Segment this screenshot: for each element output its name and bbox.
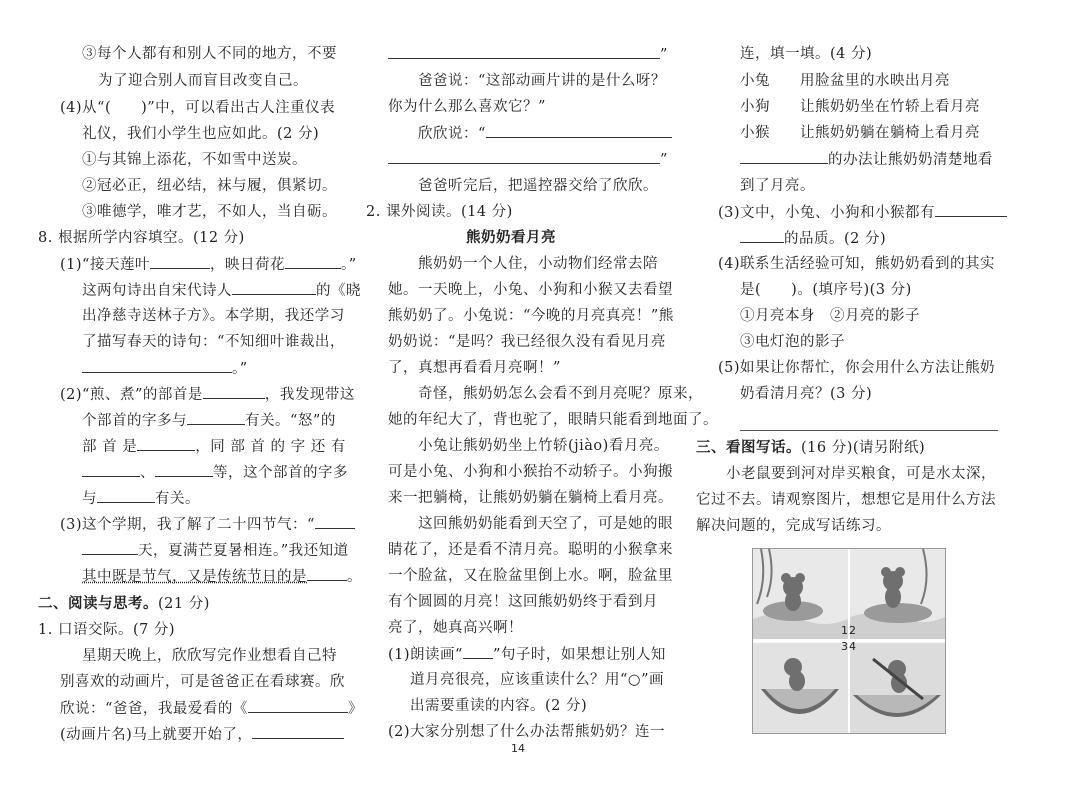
text-line: 小老鼠要到河对岸买粮食，可是水太深， xyxy=(726,466,996,482)
answer-blank[interactable] xyxy=(388,44,660,59)
match-label[interactable]: 小兔 xyxy=(740,73,770,89)
question-1-heading: 1. 口语交际。(7 分) xyxy=(38,622,176,638)
question-line: 是( )。(填序号)(3 分) xyxy=(740,282,912,298)
story-line: 小兔让熊奶奶坐上竹轿(jiào)看月亮。 xyxy=(418,438,669,454)
answer-blank[interactable] xyxy=(97,488,155,503)
text-line: 星期天晚上，欣欣写完作业想看自己特 xyxy=(82,648,337,664)
question-line: (4)联系生活经验可知，熊奶奶看到的其实 xyxy=(718,256,996,272)
answer-line[interactable] xyxy=(740,430,998,431)
story-line: 可是小兔、小狗和小猴抬不动轿子。小狗搬 xyxy=(388,464,673,480)
fill-line: (2)“煎、煮”的部首是 ，我发现带这 xyxy=(60,384,355,405)
answer-blank[interactable] xyxy=(307,566,347,581)
answer-blank[interactable] xyxy=(232,280,316,295)
section-2-heading: 二、阅读与思考。(21 分) xyxy=(38,596,210,612)
match-label[interactable]: 小狗 xyxy=(740,99,770,115)
fill-line: 个部首的字多与 有关。“怒”的 xyxy=(82,410,336,431)
fill-line: (1)朗读画“ ”句子时，如果想让别人知 xyxy=(388,644,666,665)
answer-blank[interactable] xyxy=(82,540,138,555)
story-line: 这回熊奶奶能看到天空了，可是她的眼 xyxy=(418,516,673,532)
answer-blank[interactable] xyxy=(82,358,232,373)
question-line: 道月亮很亮，应该重读什么？用“○”画 xyxy=(410,672,664,688)
question-line: 礼仪，我们小学生也应如此。(2 分) xyxy=(82,126,320,142)
option-line: ③每个人都有和别人不同的地方，不要 xyxy=(82,46,337,62)
panel-number: 2 xyxy=(849,624,857,637)
option-line: ②冠必正，纽必结，袜与履，俱紧切。 xyxy=(82,178,337,194)
text-line: 连，填一填。(4 分) xyxy=(740,46,873,62)
story-line: 奶奶说：“是吗？我已经很久没有看见月亮 xyxy=(388,334,666,350)
fill-line: (3)这个学期，我了解了二十四节气：“ xyxy=(60,514,355,535)
question-line: (2)大家分别想了什么办法帮熊奶奶？连一 xyxy=(388,724,666,740)
fill-line: (动画片名)马上就要开始了， xyxy=(60,724,344,745)
question-line: (4)从“( )”中，可以看出古人注重仪表 xyxy=(60,100,336,116)
option-line: ①与其锦上添花，不如雪中送炭。 xyxy=(82,152,307,168)
option-line: 为了迎合别人而盲目改变自己。 xyxy=(98,73,308,89)
option-line: ③唯德学，唯才艺，不如人，当自砺。 xyxy=(82,204,337,220)
answer-blank[interactable] xyxy=(150,254,210,269)
fill-line: 。” xyxy=(82,358,248,379)
option-line: ③电灯泡的影子 xyxy=(740,334,845,350)
fill-line: ” xyxy=(388,149,668,170)
text-line: 它过不去。请观察图片，想想它是用什么方法 xyxy=(696,492,996,508)
answer-blank[interactable] xyxy=(137,436,195,451)
panel-number: 3 xyxy=(841,640,849,653)
answer-blank[interactable] xyxy=(155,462,213,477)
answer-blank[interactable] xyxy=(315,514,355,529)
text-line: 爸爸说：“这部动画片讲的是什么呀？ xyxy=(418,73,666,89)
question-line: 奶看清月亮？(3 分) xyxy=(740,386,873,402)
story-line: 熊奶奶一个人住，小动物们经常去陪 xyxy=(418,256,658,272)
match-option[interactable]: 用脸盆里的水映出月亮 xyxy=(800,73,950,89)
text-line: 了描写春天的诗句：“不知细叶谁裁出， xyxy=(82,334,345,350)
fill-line: 欣欣说：“ xyxy=(418,123,672,144)
story-line: 了，真想再看看月亮啊！” xyxy=(388,360,561,376)
story-line: 睛花了，还是看不清月亮。聪明的小猴拿来 xyxy=(388,542,673,558)
question-2-heading: 2. 课外阅读。(14 分) xyxy=(366,204,513,220)
fill-line: 天，夏满芒夏暑相连。”我还知道 xyxy=(82,540,349,561)
text-line: 到了月亮。 xyxy=(740,178,815,194)
fill-line: 部 首 是 ，同 部 首 的 字 还 有 xyxy=(82,436,346,457)
fill-line: (3)文中，小兔、小狗和小猴都有 xyxy=(718,202,1007,223)
story-title: 熊奶奶看月亮 xyxy=(466,230,556,246)
match-option[interactable]: 让熊奶奶坐在竹轿上看月亮 xyxy=(800,99,980,115)
story-line: 亮了，她真高兴啊！ xyxy=(388,620,523,636)
section-3-heading: 三、看图写话。(16 分)(请另附纸) xyxy=(696,440,926,456)
fill-line: 、 等，这个部首的字多 xyxy=(82,462,348,483)
text-line: 你为什么那么喜欢它？” xyxy=(388,99,546,115)
match-option[interactable]: 让熊奶奶躺在躺椅上看月亮 xyxy=(800,125,980,141)
comic-picture xyxy=(752,548,946,734)
story-line: 来一把躺椅，让熊奶奶躺在躺椅上看月亮。 xyxy=(388,490,673,506)
question-line: 出需要重读的内容。(2 分) xyxy=(410,698,588,714)
fill-line: 的办法让熊奶奶清楚地看 xyxy=(740,149,993,170)
question-line: (5)如果让你帮忙，你会用什么方法让熊奶 xyxy=(718,360,996,376)
answer-blank[interactable] xyxy=(82,462,140,477)
story-line: 有个圆圆的月亮！这回熊奶奶终于看到月 xyxy=(388,594,658,610)
fill-line: 与 有关。 xyxy=(82,488,200,509)
answer-blank[interactable] xyxy=(285,254,341,269)
text-line: 爸爸听完后，把遥控器交给了欣欣。 xyxy=(418,178,658,194)
answer-blank[interactable] xyxy=(740,228,784,243)
fill-line: ” xyxy=(388,44,668,65)
answer-blank[interactable] xyxy=(388,149,660,164)
fill-line: 其中既是节气，又是传统节日的是 。 xyxy=(82,566,362,587)
story-line: 她的年纪大了，背也驼了，眼睛只能看到地面了。 xyxy=(388,412,718,428)
answer-blank[interactable] xyxy=(740,149,828,164)
story-line: 熊奶奶了。小兔说：“今晚的月亮真亮！”熊 xyxy=(388,308,674,324)
text-line: 解决问题的，完成写话练习。 xyxy=(696,518,891,534)
page-number: 14 xyxy=(511,742,525,755)
answer-blank[interactable] xyxy=(203,384,265,399)
answer-blank[interactable] xyxy=(252,724,344,739)
fill-line: (1)“接天莲叶 ，映日荷花 。” xyxy=(60,254,357,275)
panel-number: 4 xyxy=(849,640,857,653)
option-line: ①月亮本身 ②月亮的影子 xyxy=(740,308,920,324)
answer-blank[interactable] xyxy=(935,202,1007,217)
answer-blank[interactable] xyxy=(486,123,672,138)
panel-number: 1 xyxy=(841,624,849,637)
fill-line: 的品质。(2 分) xyxy=(740,228,886,249)
story-line: 奇怪，熊奶奶怎么会看不到月亮呢？原来， xyxy=(418,386,703,402)
text-line: 别喜欢的动画片，可是爸爸正在看球赛。欣 xyxy=(60,674,345,690)
fill-line: 这两句诗出自宋代诗人 的《晓 xyxy=(82,280,361,301)
match-label[interactable]: 小猴 xyxy=(740,125,770,141)
story-line: 她。一天晚上，小兔、小狗和小猴又去看望 xyxy=(388,282,673,298)
fill-line: 欣说：“爸爸，我最爱看的《 》 xyxy=(60,698,363,719)
answer-blank[interactable] xyxy=(248,698,348,713)
story-line: 一个脸盆，又在脸盆里倒上水。啊，脸盆里 xyxy=(388,568,673,584)
text-line: 出净慈寺送林子方》。本学期，我还学习 xyxy=(82,308,345,324)
answer-blank[interactable] xyxy=(187,410,245,425)
answer-blank[interactable] xyxy=(463,644,493,659)
question-8-heading: 8. 根据所学内容填空。(12 分) xyxy=(38,230,245,246)
